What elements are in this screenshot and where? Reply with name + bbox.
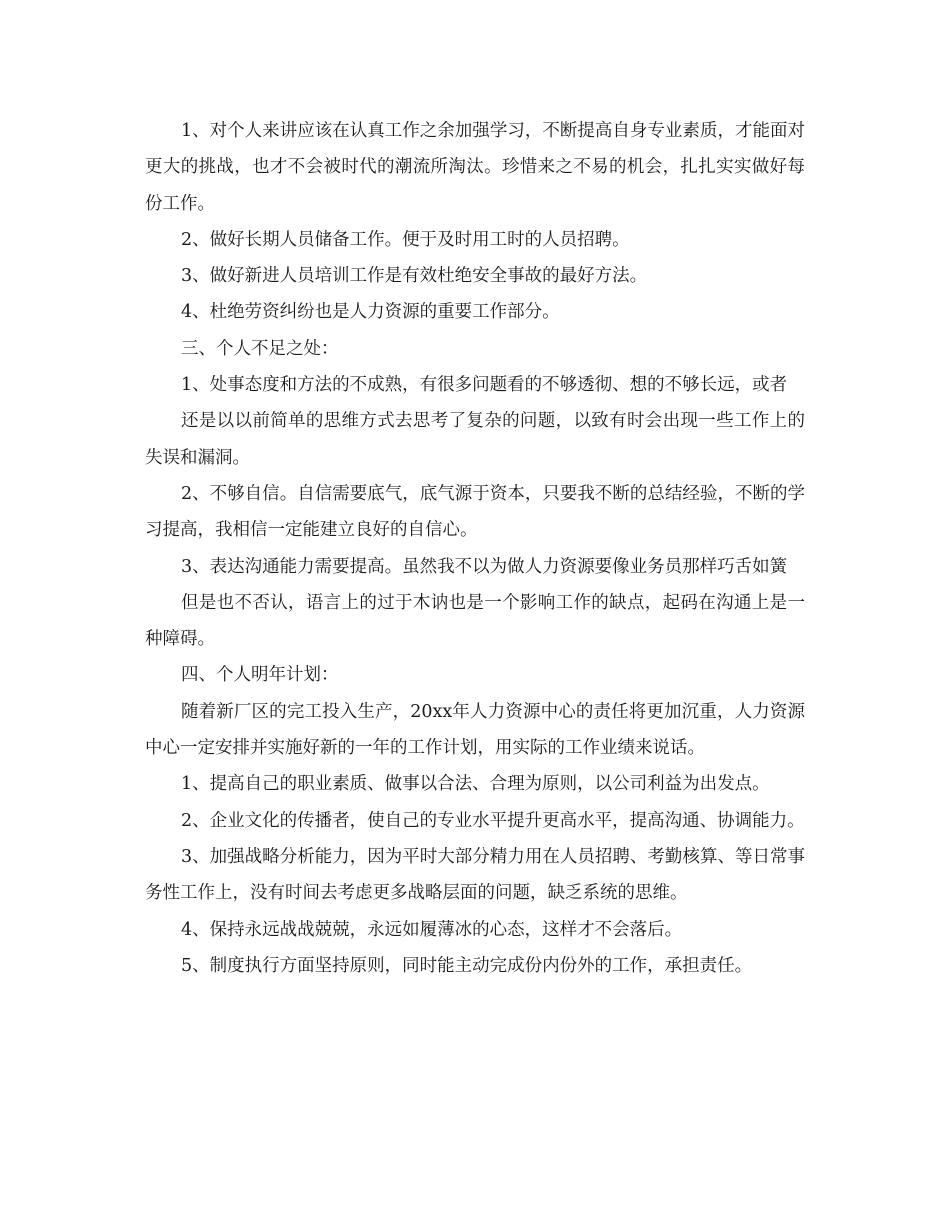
paragraph-10: 随着新厂区的完工投入生产，20xx年人力资源中心的责任将更加沉重，人力资源中心一定安排并实施好新的一年的工作计划，用实际的工作业绩来说话。 (145, 701, 805, 759)
paragraph-7: 2、不够自信。自信需要底气，底气源于资本，只要我不断的总结经验，不断的学习提高，我相信一定能建立良好的自信心。 (145, 483, 805, 541)
paragraph-9: 但是也不否认，语言上的过于木讷也是一个影响工作的缺点，起码在沟通上是一种障碍。 (145, 592, 805, 650)
paragraph-8: 3、表达沟通能力需要提高。虽然我不以为做人力资源要像业务员那样巧舌如簧 (181, 556, 788, 577)
paragraph-11: 1、提高自己的职业素质、做事以合法、合理为原则，以公司利益为出发点。 (181, 774, 770, 795)
paragraph-6: 还是以以前简单的思维方式去思考了复杂的问题，以致有时会出现一些工作上的失误和漏洞。 (145, 411, 805, 468)
paragraph-1: 1、对个人来讲应该在认真工作之余加强学习，不断提高自身专业素质，才能面对更大的挑战，也才不会被时代的潮流所淘汰。珍惜来之不易的机会，扎扎实实做好每份工作。 (145, 121, 805, 214)
paragraph-5: 1、处事态度和方法的不成熟，有很多问题看的不够透彻、想的不够长远，或者 (181, 375, 788, 396)
section-heading-4: 四、个人明年计划： (181, 665, 339, 686)
paragraph-2: 2、做好长期人员储备工作。便于及时用工时的人员招聘。 (181, 229, 630, 250)
paragraph-3: 3、做好新进人员培训工作是有效杜绝安全事故的最好方法。 (181, 266, 648, 287)
paragraph-14: 4、保持永远战战兢兢，永远如履薄冰的心态，这样才不会落后。 (181, 919, 683, 940)
section-heading-3: 三、个人不足之处： (181, 338, 339, 359)
paragraph-4: 4、杜绝劳资纠纷也是人力资源的重要工作部分。 (181, 302, 560, 323)
paragraph-15: 5、制度执行方面坚持原则，同时能主动完成份内份外的工作，承担责任。 (181, 955, 753, 976)
paragraph-13: 3、加强战略分析能力，因为平时大部分精力用在人员招聘、考勤核算、等日常事务性工作上，没有时间去考虑更多战略层面的问题，缺乏系统的思维。 (145, 846, 805, 904)
paragraph-12: 2、企业文化的传播者，使自己的专业水平提升更高水平，提高沟通、协调能力。 (181, 810, 805, 831)
document-body (145, 113, 805, 984)
